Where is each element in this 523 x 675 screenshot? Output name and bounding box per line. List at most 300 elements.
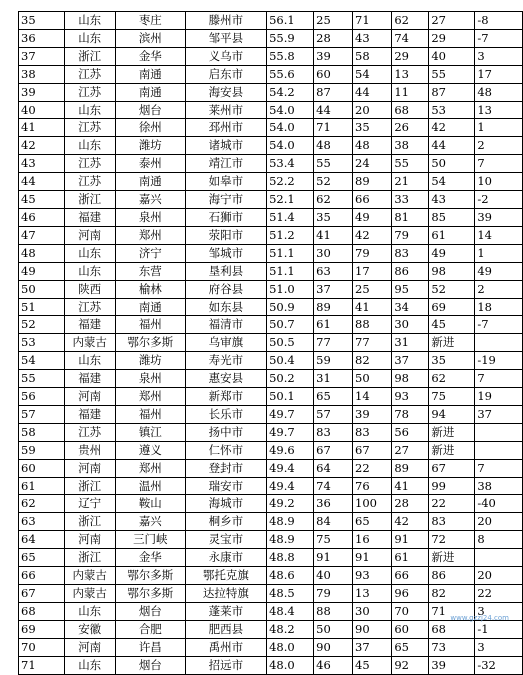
prev-rank-cell: 62 <box>429 370 475 388</box>
indicator-2-cell: 90 <box>353 620 392 638</box>
score-cell: 48.0 <box>267 656 314 674</box>
province-cell: 河南 <box>64 226 115 244</box>
province-cell: 陕西 <box>64 280 115 298</box>
indicator-1-cell: 59 <box>314 352 353 370</box>
indicator-1-cell: 62 <box>314 191 353 209</box>
prev-rank-cell: 22 <box>429 495 475 513</box>
indicator-2-cell: 49 <box>353 208 392 226</box>
city-cell: 金华 <box>115 549 185 567</box>
indicator-2-cell: 100 <box>353 495 392 513</box>
indicator-3-cell: 81 <box>392 208 429 226</box>
prev-rank-cell: 67 <box>429 459 475 477</box>
city-cell: 徐州 <box>115 119 185 137</box>
indicator-3-cell: 41 <box>392 477 429 495</box>
province-cell: 江苏 <box>64 173 115 191</box>
rank-cell: 41 <box>19 119 65 137</box>
indicator-3-cell: 55 <box>392 155 429 173</box>
score-cell: 50.9 <box>267 298 314 316</box>
score-cell: 50.4 <box>267 352 314 370</box>
indicator-1-cell: 57 <box>314 405 353 423</box>
province-cell: 内蒙古 <box>64 585 115 603</box>
change-cell: 13 <box>475 101 523 119</box>
indicator-3-cell: 66 <box>392 567 429 585</box>
change-cell <box>475 334 523 352</box>
score-cell: 50.2 <box>267 370 314 388</box>
table-row <box>19 29 523 47</box>
score-cell: 51.1 <box>267 244 314 262</box>
rank-cell: 42 <box>19 137 65 155</box>
score-cell: 49.7 <box>267 423 314 441</box>
change-cell: 10 <box>475 173 523 191</box>
rank-cell: 36 <box>19 29 65 47</box>
table-row <box>19 638 523 656</box>
city-cell: 郑州 <box>115 226 185 244</box>
change-cell: 14 <box>475 226 523 244</box>
indicator-2-cell: 30 <box>353 602 392 620</box>
table-row <box>19 173 523 191</box>
prev-rank-cell: 68 <box>429 620 475 638</box>
indicator-2-cell: 76 <box>353 477 392 495</box>
city-cell: 潍坊 <box>115 137 185 155</box>
county-cell: 永康市 <box>185 549 266 567</box>
prev-rank-cell: 98 <box>429 262 475 280</box>
indicator-3-cell: 74 <box>392 29 429 47</box>
city-cell: 泰州 <box>115 155 185 173</box>
change-cell: 22 <box>475 585 523 603</box>
indicator-1-cell: 35 <box>314 208 353 226</box>
indicator-2-cell: 48 <box>353 137 392 155</box>
prev-rank-cell: 42 <box>429 119 475 137</box>
county-cell: 扬中市 <box>185 423 266 441</box>
indicator-1-cell: 52 <box>314 173 353 191</box>
table-row <box>19 101 523 119</box>
indicator-3-cell: 38 <box>392 137 429 155</box>
city-cell: 鄂尔多斯 <box>115 334 185 352</box>
prev-rank-cell: 94 <box>429 405 475 423</box>
score-cell: 50.7 <box>267 316 314 334</box>
county-cell: 寿光市 <box>185 352 266 370</box>
indicator-2-cell: 45 <box>353 656 392 674</box>
indicator-1-cell: 61 <box>314 316 353 334</box>
change-cell: -40 <box>475 495 523 513</box>
city-cell: 郑州 <box>115 388 185 406</box>
table-row <box>19 155 523 173</box>
county-cell: 如皋市 <box>185 173 266 191</box>
table-row <box>19 477 523 495</box>
rank-cell: 64 <box>19 531 65 549</box>
indicator-1-cell: 65 <box>314 388 353 406</box>
indicator-3-cell: 95 <box>392 280 429 298</box>
province-cell: 福建 <box>64 208 115 226</box>
change-cell: 7 <box>475 155 523 173</box>
table-row <box>19 370 523 388</box>
county-cell: 如东县 <box>185 298 266 316</box>
change-cell: 19 <box>475 388 523 406</box>
change-cell: 7 <box>475 459 523 477</box>
county-cell: 福清市 <box>185 316 266 334</box>
province-cell: 江苏 <box>64 83 115 101</box>
score-cell: 56.1 <box>267 12 314 30</box>
score-cell: 50.5 <box>267 334 314 352</box>
province-cell: 山东 <box>64 262 115 280</box>
indicator-3-cell: 26 <box>392 119 429 137</box>
city-cell: 烟台 <box>115 101 185 119</box>
county-cell: 灵宝市 <box>185 531 266 549</box>
city-cell: 烟台 <box>115 602 185 620</box>
indicator-2-cell: 35 <box>353 119 392 137</box>
rank-cell: 46 <box>19 208 65 226</box>
indicator-1-cell: 31 <box>314 370 353 388</box>
indicator-2-cell: 58 <box>353 47 392 65</box>
change-cell: 3 <box>475 638 523 656</box>
rank-cell: 68 <box>19 602 65 620</box>
province-cell: 山东 <box>64 602 115 620</box>
indicator-1-cell: 25 <box>314 12 353 30</box>
indicator-3-cell: 79 <box>392 226 429 244</box>
prev-rank-cell: 43 <box>429 191 475 209</box>
change-cell: 20 <box>475 513 523 531</box>
score-cell: 51.4 <box>267 208 314 226</box>
table-row <box>19 459 523 477</box>
change-cell: 48 <box>475 83 523 101</box>
table-row <box>19 513 523 531</box>
indicator-3-cell: 70 <box>392 602 429 620</box>
county-cell: 禹州市 <box>185 638 266 656</box>
score-cell: 49.4 <box>267 477 314 495</box>
indicator-2-cell: 25 <box>353 280 392 298</box>
table-row <box>19 191 523 209</box>
county-cell: 长乐市 <box>185 405 266 423</box>
rank-cell: 57 <box>19 405 65 423</box>
indicator-2-cell: 37 <box>353 638 392 656</box>
indicator-2-cell: 66 <box>353 191 392 209</box>
rank-cell: 52 <box>19 316 65 334</box>
indicator-1-cell: 60 <box>314 65 353 83</box>
change-cell: 3 <box>475 47 523 65</box>
indicator-1-cell: 91 <box>314 549 353 567</box>
city-cell: 郑州 <box>115 459 185 477</box>
indicator-3-cell: 34 <box>392 298 429 316</box>
city-cell: 南通 <box>115 173 185 191</box>
province-cell: 福建 <box>64 405 115 423</box>
indicator-2-cell: 16 <box>353 531 392 549</box>
change-cell <box>475 423 523 441</box>
city-cell: 枣庄 <box>115 12 185 30</box>
indicator-3-cell: 86 <box>392 262 429 280</box>
county-cell: 鄂托克旗 <box>185 567 266 585</box>
city-cell: 鄂尔多斯 <box>115 585 185 603</box>
county-cell: 邹平县 <box>185 29 266 47</box>
table-row <box>19 208 523 226</box>
change-cell: -7 <box>475 29 523 47</box>
indicator-1-cell: 48 <box>314 137 353 155</box>
table-row <box>19 388 523 406</box>
province-cell: 浙江 <box>64 191 115 209</box>
change-cell: -2 <box>475 191 523 209</box>
county-cell: 垦利县 <box>185 262 266 280</box>
prev-rank-cell: 35 <box>429 352 475 370</box>
prev-rank-cell: 新进 <box>429 423 475 441</box>
county-cell: 海城市 <box>185 495 266 513</box>
ranking-table <box>18 11 523 675</box>
indicator-3-cell: 68 <box>392 101 429 119</box>
change-cell: 7 <box>475 370 523 388</box>
indicator-1-cell: 84 <box>314 513 353 531</box>
indicator-3-cell: 83 <box>392 244 429 262</box>
score-cell: 48.8 <box>267 549 314 567</box>
indicator-2-cell: 79 <box>353 244 392 262</box>
table-row <box>19 441 523 459</box>
change-cell: 2 <box>475 280 523 298</box>
score-cell: 52.2 <box>267 173 314 191</box>
indicator-3-cell: 37 <box>392 352 429 370</box>
indicator-3-cell: 42 <box>392 513 429 531</box>
city-cell: 南通 <box>115 298 185 316</box>
table-row <box>19 83 523 101</box>
city-cell: 泉州 <box>115 208 185 226</box>
change-cell: -1 <box>475 620 523 638</box>
score-cell: 52.1 <box>267 191 314 209</box>
change-cell: -19 <box>475 352 523 370</box>
score-cell: 53.4 <box>267 155 314 173</box>
prev-rank-cell: 44 <box>429 137 475 155</box>
prev-rank-cell: 72 <box>429 531 475 549</box>
province-cell: 河南 <box>64 531 115 549</box>
change-cell: 17 <box>475 65 523 83</box>
rank-cell: 47 <box>19 226 65 244</box>
indicator-3-cell: 21 <box>392 173 429 191</box>
county-cell: 邹城市 <box>185 244 266 262</box>
indicator-2-cell: 42 <box>353 226 392 244</box>
table-body <box>19 12 523 675</box>
county-cell: 义乌市 <box>185 47 266 65</box>
table-row <box>19 656 523 674</box>
rank-cell: 56 <box>19 388 65 406</box>
change-cell: 39 <box>475 208 523 226</box>
city-cell: 东营 <box>115 262 185 280</box>
prev-rank-cell: 61 <box>429 226 475 244</box>
score-cell: 49.4 <box>267 459 314 477</box>
score-cell: 55.9 <box>267 29 314 47</box>
city-cell: 镇江 <box>115 423 185 441</box>
indicator-1-cell: 74 <box>314 477 353 495</box>
indicator-3-cell: 29 <box>392 47 429 65</box>
county-cell: 诸城市 <box>185 137 266 155</box>
county-cell: 启东市 <box>185 65 266 83</box>
rank-cell: 45 <box>19 191 65 209</box>
score-cell: 51.1 <box>267 262 314 280</box>
table-row <box>19 12 523 30</box>
indicator-3-cell: 11 <box>392 83 429 101</box>
county-cell: 仁怀市 <box>185 441 266 459</box>
table-row <box>19 531 523 549</box>
indicator-1-cell: 30 <box>314 244 353 262</box>
county-cell: 蓬莱市 <box>185 602 266 620</box>
city-cell: 泉州 <box>115 370 185 388</box>
score-cell: 48.9 <box>267 531 314 549</box>
indicator-1-cell: 87 <box>314 83 353 101</box>
indicator-3-cell: 96 <box>392 585 429 603</box>
rank-cell: 63 <box>19 513 65 531</box>
province-cell: 山东 <box>64 12 115 30</box>
city-cell: 烟台 <box>115 656 185 674</box>
province-cell: 浙江 <box>64 513 115 531</box>
table-row <box>19 585 523 603</box>
prev-rank-cell: 50 <box>429 155 475 173</box>
indicator-3-cell: 30 <box>392 316 429 334</box>
province-cell: 山东 <box>64 244 115 262</box>
prev-rank-cell: 99 <box>429 477 475 495</box>
county-cell: 桐乡市 <box>185 513 266 531</box>
change-cell <box>475 441 523 459</box>
province-cell: 福建 <box>64 316 115 334</box>
change-cell <box>475 549 523 567</box>
indicator-2-cell: 22 <box>353 459 392 477</box>
indicator-2-cell: 24 <box>353 155 392 173</box>
province-cell: 山东 <box>64 137 115 155</box>
table-row <box>19 423 523 441</box>
rank-cell: 58 <box>19 423 65 441</box>
county-cell: 登封市 <box>185 459 266 477</box>
score-cell: 51.2 <box>267 226 314 244</box>
province-cell: 江苏 <box>64 155 115 173</box>
prev-rank-cell: 86 <box>429 567 475 585</box>
city-cell: 福州 <box>115 405 185 423</box>
province-cell: 江苏 <box>64 119 115 137</box>
city-cell: 滨州 <box>115 29 185 47</box>
indicator-1-cell: 75 <box>314 531 353 549</box>
indicator-3-cell: 27 <box>392 441 429 459</box>
watermark-url: www.gzzj24.com <box>450 614 509 622</box>
indicator-1-cell: 41 <box>314 226 353 244</box>
city-cell: 榆林 <box>115 280 185 298</box>
change-cell: 1 <box>475 244 523 262</box>
province-cell: 山东 <box>64 656 115 674</box>
prev-rank-cell: 55 <box>429 65 475 83</box>
rank-cell: 49 <box>19 262 65 280</box>
indicator-2-cell: 17 <box>353 262 392 280</box>
city-cell: 鞍山 <box>115 495 185 513</box>
city-cell: 金华 <box>115 47 185 65</box>
indicator-3-cell: 61 <box>392 549 429 567</box>
change-cell: 2 <box>475 137 523 155</box>
indicator-2-cell: 54 <box>353 65 392 83</box>
city-cell: 三门峡 <box>115 531 185 549</box>
rank-cell: 37 <box>19 47 65 65</box>
change-cell: 20 <box>475 567 523 585</box>
prev-rank-cell: 45 <box>429 316 475 334</box>
rank-cell: 43 <box>19 155 65 173</box>
indicator-3-cell: 62 <box>392 12 429 30</box>
province-cell: 山东 <box>64 29 115 47</box>
table-row <box>19 262 523 280</box>
table-row <box>19 298 523 316</box>
score-cell: 49.6 <box>267 441 314 459</box>
county-cell: 新郑市 <box>185 388 266 406</box>
indicator-1-cell: 77 <box>314 334 353 352</box>
change-cell: 37 <box>475 405 523 423</box>
rank-cell: 50 <box>19 280 65 298</box>
indicator-3-cell: 93 <box>392 388 429 406</box>
city-cell: 南通 <box>115 83 185 101</box>
county-cell: 海安县 <box>185 83 266 101</box>
change-cell: 18 <box>475 298 523 316</box>
county-cell: 瑞安市 <box>185 477 266 495</box>
score-cell: 48.6 <box>267 567 314 585</box>
table-row <box>19 352 523 370</box>
city-cell: 嘉兴 <box>115 513 185 531</box>
indicator-2-cell: 39 <box>353 405 392 423</box>
county-cell: 惠安县 <box>185 370 266 388</box>
change-cell: -8 <box>475 12 523 30</box>
table-row <box>19 280 523 298</box>
prev-rank-cell: 40 <box>429 47 475 65</box>
table-row <box>19 47 523 65</box>
prev-rank-cell: 新进 <box>429 549 475 567</box>
province-cell: 河南 <box>64 388 115 406</box>
indicator-3-cell: 91 <box>392 531 429 549</box>
rank-cell: 38 <box>19 65 65 83</box>
rank-cell: 70 <box>19 638 65 656</box>
table-row <box>19 65 523 83</box>
indicator-3-cell: 13 <box>392 65 429 83</box>
prev-rank-cell: 73 <box>429 638 475 656</box>
county-cell: 招远市 <box>185 656 266 674</box>
county-cell: 靖江市 <box>185 155 266 173</box>
indicator-3-cell: 56 <box>392 423 429 441</box>
indicator-3-cell: 28 <box>392 495 429 513</box>
indicator-1-cell: 90 <box>314 638 353 656</box>
indicator-2-cell: 14 <box>353 388 392 406</box>
table-row <box>19 405 523 423</box>
score-cell: 48.4 <box>267 602 314 620</box>
indicator-3-cell: 92 <box>392 656 429 674</box>
rank-cell: 59 <box>19 441 65 459</box>
province-cell: 河南 <box>64 638 115 656</box>
indicator-2-cell: 91 <box>353 549 392 567</box>
score-cell: 54.0 <box>267 101 314 119</box>
indicator-2-cell: 43 <box>353 29 392 47</box>
indicator-2-cell: 83 <box>353 423 392 441</box>
rank-cell: 61 <box>19 477 65 495</box>
score-cell: 48.2 <box>267 620 314 638</box>
indicator-3-cell: 65 <box>392 638 429 656</box>
indicator-1-cell: 88 <box>314 602 353 620</box>
rank-cell: 65 <box>19 549 65 567</box>
score-cell: 50.1 <box>267 388 314 406</box>
indicator-2-cell: 77 <box>353 334 392 352</box>
prev-rank-cell: 54 <box>429 173 475 191</box>
rank-cell: 71 <box>19 656 65 674</box>
score-cell: 49.2 <box>267 495 314 513</box>
province-cell: 浙江 <box>64 47 115 65</box>
county-cell: 莱州市 <box>185 101 266 119</box>
indicator-2-cell: 67 <box>353 441 392 459</box>
rank-cell: 66 <box>19 567 65 585</box>
change-cell: -32 <box>475 656 523 674</box>
change-cell: 38 <box>475 477 523 495</box>
table-row <box>19 567 523 585</box>
province-cell: 内蒙古 <box>64 334 115 352</box>
indicator-2-cell: 93 <box>353 567 392 585</box>
province-cell: 江苏 <box>64 298 115 316</box>
score-cell: 54.0 <box>267 119 314 137</box>
prev-rank-cell: 83 <box>429 513 475 531</box>
county-cell: 达拉特旗 <box>185 585 266 603</box>
indicator-1-cell: 71 <box>314 119 353 137</box>
city-cell: 鄂尔多斯 <box>115 567 185 585</box>
city-cell: 济宁 <box>115 244 185 262</box>
